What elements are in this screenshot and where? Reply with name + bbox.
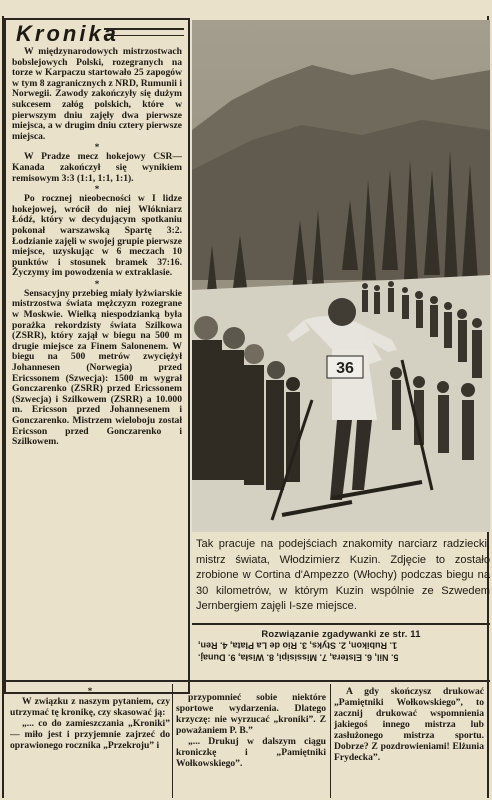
news-item-speed-skating: Sensacyjny przebieg miały łyżwiarskie mistrzostwa świata mężczyzn rozegrane w Moskwie. Wielką niespodzianką była porażka rekordzisty świata Szilkowa (ZSRR), który zajął w biegu na 500 m drugie miejsce za Finem Salonenem. W biegu na 500 metrów zwyciężył Johannesen (Norwegia) przed Ericssonem (Szwecja): 1500 m wygrał Gonczarenko (ZSRR) przed Ericssonem (Szwecja) i Szilkowem (ZSRR) a 10.000 m. Ericsson przed Johannesenem i Gonczarenko. Mistrzem wieloboju został Ericsson przed Gonczarenko i Szilkowem. bbox=[12, 287, 182, 448]
separator-star: * bbox=[94, 142, 100, 153]
photo-caption: Tak pracuje na podejściach znakomity narciarz radziecki, mistrz świata, Włodzimierz Kuzin. Zdjęcie to zostało zrobione w Cortina d'Ampezzo (Włochy) podczas biegu na 30 kilometrów, w którym Kuzin wspólnie ze Szwedem Jernbergiem zajęli I-sze miejsce. bbox=[196, 538, 490, 613]
masthead-rule bbox=[104, 28, 184, 36]
news-item-hockey-prague: W Pradze mecz hokejowy CSR—Kanada zakończył się wynikiem remisowym 3:3 (1:1, 1:1, 1:1). bbox=[12, 151, 182, 184]
skier-photo bbox=[192, 20, 490, 532]
skier-illustration bbox=[192, 20, 490, 532]
bib-number: 36 bbox=[336, 360, 354, 377]
news-item-bobsleigh: W międzynarodowych mistrzostwach bobslejowych Polski, rozegranych na torze w Karpaczu startowało 25 zapogów w tym 8 zagranicznych z NRD, Rumunii i Norwegii. Zawody zakończyły się dużym sukcesem załóg polskich, które w pierwszym dniu zajęły dwa pierwsze miejsca, a w drugim dniu cztery pierwsze miejsca. bbox=[12, 46, 183, 142]
letter-quote-end: przypomnieć sobie niektóre sportowe wydarzenia. Dlatego krzyczę: nie wyrzucać „kroniki”. Z poważaniem P. B.” bbox=[176, 692, 326, 736]
letter-intro: W związku z naszym pytaniem, czy utrzymać tę kronikę, czy skasować ją: bbox=[10, 696, 170, 718]
separator-star: * bbox=[94, 184, 100, 195]
letters-column-1 bbox=[10, 686, 170, 751]
letters-column-3 bbox=[334, 686, 484, 763]
letter-third: A gdy skończysz drukować „Pamiętniki Wołkowskiego”, to zacznij drukować wspomnienia jakiegoś innego mistrza lub zasłużonego mistrza sportu. Dobrze? Z pozdrowieniami! Elżunia Frydecka”. bbox=[334, 686, 484, 763]
quiz-answer-title: Rozwiązanie zgadywanki ze str. 11 bbox=[261, 628, 421, 639]
letter-second: „... Drukuj w dalszym ciągu kroniczkę i „Pamiętniki Wołkowskiego”. bbox=[176, 736, 326, 769]
kronika-column bbox=[4, 18, 190, 694]
quiz-answer-box bbox=[192, 623, 490, 677]
news-item-wlokniarz: Po rocznej nieobecności w I lidze hokejowej, wrócił do niej Włókniarz Łódź, który w decydującym spotkaniu pokonał warszawską Spartę 3:2. Łodzianie zajęli w swojej grupie pierwsze miejsce, uzyskując w 6 meczach 10 punktów i stosunek bramek 37:16. Życzymy im powodzenia w extraklasie. bbox=[12, 193, 182, 279]
separator-star: * bbox=[94, 278, 100, 289]
quiz-answer-line-2: 5. Nil, 6. Elstera, 7. Missisipi, 8. Wisła, 9. Dunaj. bbox=[198, 652, 399, 662]
quiz-answer-line-1: 1. Rubikon, 2. Styks, 3. Rio de La Plata, 4. Ren, bbox=[198, 640, 398, 651]
kronika-masthead: Kronika bbox=[16, 21, 119, 46]
bottom-section-rule bbox=[4, 680, 490, 682]
separator-star: * bbox=[87, 686, 93, 696]
letter-quote-start: „... co do zamieszczania „Kroniki” — miło jest i przyjemnie zajrzeć do oprawionego rocznika „Przekroju” i bbox=[10, 718, 170, 751]
column-divider bbox=[330, 684, 331, 798]
letters-column-2 bbox=[176, 692, 326, 769]
column-divider bbox=[172, 684, 173, 798]
